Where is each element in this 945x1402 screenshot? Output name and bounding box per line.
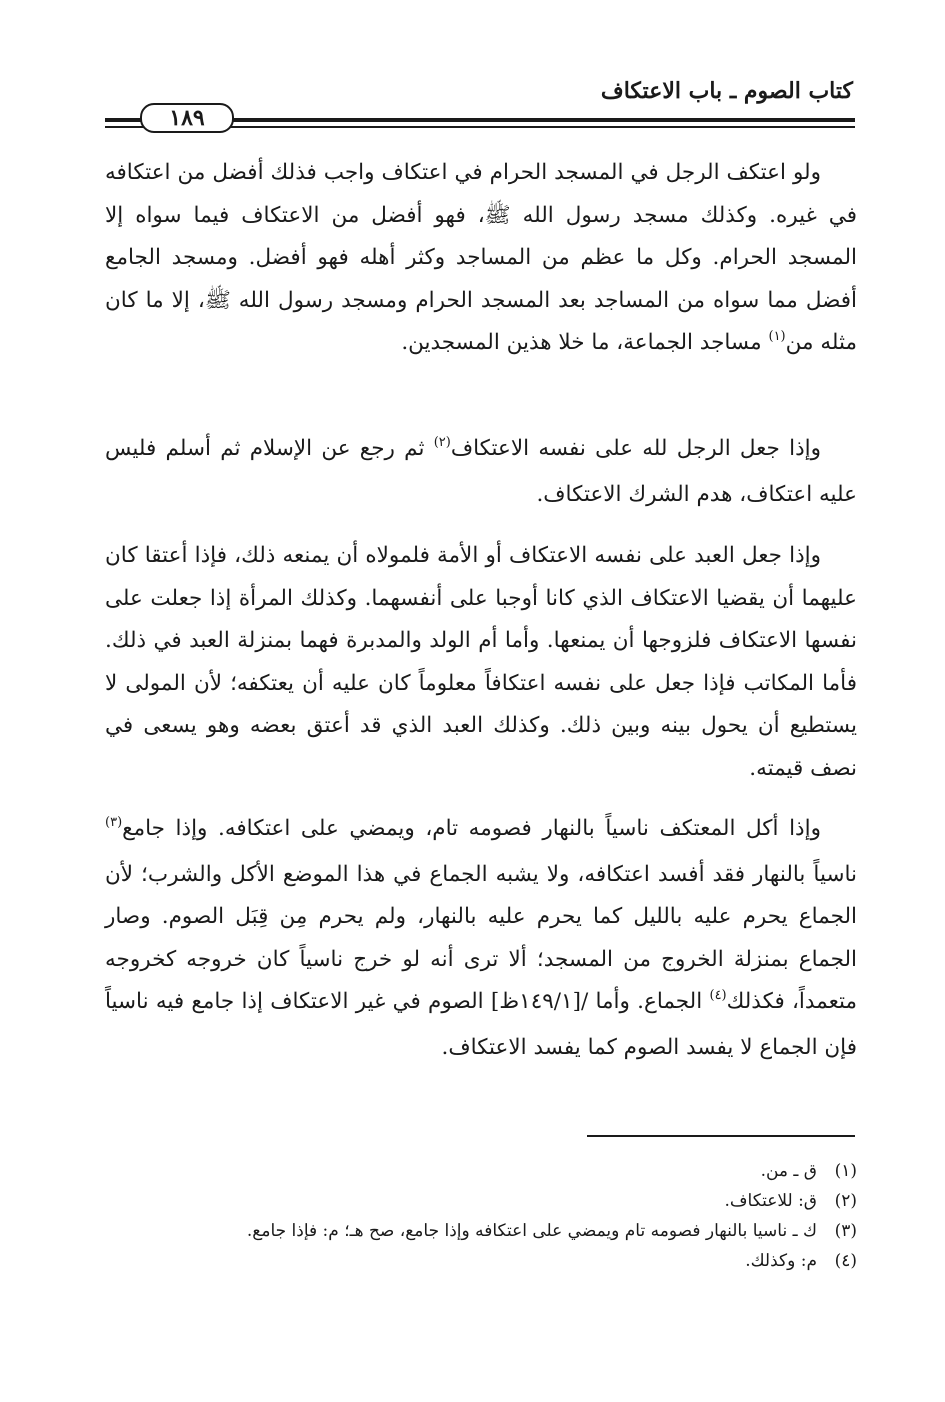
page-number: ١٨٩ [169, 105, 205, 131]
footnote-text: ق ـ من. [760, 1161, 817, 1181]
paragraph-3-text: وإذا جعل العبد على نفسه الاعتكاف أو الأمة فلمولاه أن يمنعه ذلك، فإذا أعتقا كان عليهما أن يقضيا الاعتكاف الذي كانا أوجبا على أنفسهما. وكذلك المرأة إذا جعلت على نفسها الاعتكاف فلزوجها أن يمنعها. وأما أم الولد والمدبرة فهما بمنزلة العبد في ذلك. فأما المكاتب فإذا جعل على نفسه اعتكافاً معلوماً كان عليه أن يعتكفه؛ لأن المولى لا يستطيع أن يحول بينه وبين ذلك. وكذلك العبد الذي قد أعتق بعضه وهو يسعى في نصف قيمته. [105, 543, 857, 781]
footnote-1 [105, 1156, 857, 1186]
footnote-2 [105, 1186, 857, 1216]
page-number-badge [140, 103, 234, 133]
main-text-3 [105, 535, 857, 790]
footnote-text: م: وكذلك. [745, 1251, 817, 1271]
paragraph-1 [105, 152, 857, 368]
footnote-ref-3: (٣) [105, 815, 123, 830]
footnote-separator [587, 1135, 855, 1137]
footnote-ref-4: (٤) [709, 988, 727, 1003]
footnote-number: (١) [834, 1161, 857, 1181]
footnote-text: ق: للاعتكاف. [724, 1191, 817, 1211]
footnote-3 [105, 1216, 857, 1246]
paragraph-4-text-c: الجماع. وأما /[١٤٩/١ظ] الصوم في غير الاعتكاف إذا جامع فيه ناسياً فإن الجماع لا يفسد الصوم كما يفسد الاعتكاف. [105, 989, 857, 1060]
footnote-number: (٢) [834, 1191, 857, 1211]
paragraph-4 [105, 808, 857, 1069]
main-text-2 [105, 428, 857, 516]
running-title: كتاب الصوم ـ باب الاعتكاف [600, 78, 853, 104]
footnote-ref-1: (١) [768, 329, 786, 344]
paragraph-3 [105, 535, 857, 790]
paragraph-2-text-a: وإذا جعل الرجل لله على نفسه الاعتكاف [450, 436, 821, 461]
footnote-4 [105, 1246, 857, 1276]
paragraph-4-text-b: ناسياً بالنهار فقد أفسد اعتكافه، ولا يشبه الجماع في هذا الموضع الأكل والشرب؛ لأن الجماع يحرم عليه بالليل كما يحرم عليه بالنهار، ولم يحرم مِن قِبَل الصوم. وصار الجماع بمنزلة الخروج من المسجد؛ ألا ترى أنه لو خرج ناسياً كان خروجه كخروجه متعمداً، فكذلك [105, 861, 857, 1014]
paragraph-2 [105, 428, 857, 516]
main-text-4 [105, 808, 857, 1069]
paragraph-1-text-b: مساجد الجماعة، ما خلا هذين المسجدين. [401, 330, 762, 355]
footnote-text: ك ـ ناسيا بالنهار فصومه تام ويمضي على اعتكافه وإذا جامع، صح هـ؛ م: فإذا جامع. [246, 1221, 817, 1241]
footnotes [105, 1156, 857, 1276]
paragraph-4-text-a: وإذا أكل المعتكف ناسياً بالنهار فصومه تام، ويمضي على اعتكافه. وإذا جامع [122, 816, 821, 841]
footnote-number: (٣) [834, 1221, 857, 1241]
main-text [105, 152, 857, 368]
footnote-number: (٤) [834, 1251, 857, 1271]
paragraph-2-text-b: ثم رجع عن الإسلام ثم أسلم فليس عليه اعتكاف، هدم الشرك الاعتكاف. [105, 436, 857, 507]
paragraph-1-text-a: ولو اعتكف الرجل في المسجد الحرام في اعتكاف واجب فذلك أفضل من اعتكافه في غيره. وكذلك مسجد رسول الله ﷺ، فهو أفضل من الاعتكاف فيما سواه إلا المسجد الحرام. وكل ما عظم من المساجد وكثر أهله فهو أفضل. ومسجد الجامع أفضل مما سواه من المساجد بعد المسجد الحرام ومسجد رسول الله ﷺ، إلا ما كان مثله من [105, 160, 857, 355]
footnote-ref-2: (٢) [433, 435, 451, 450]
